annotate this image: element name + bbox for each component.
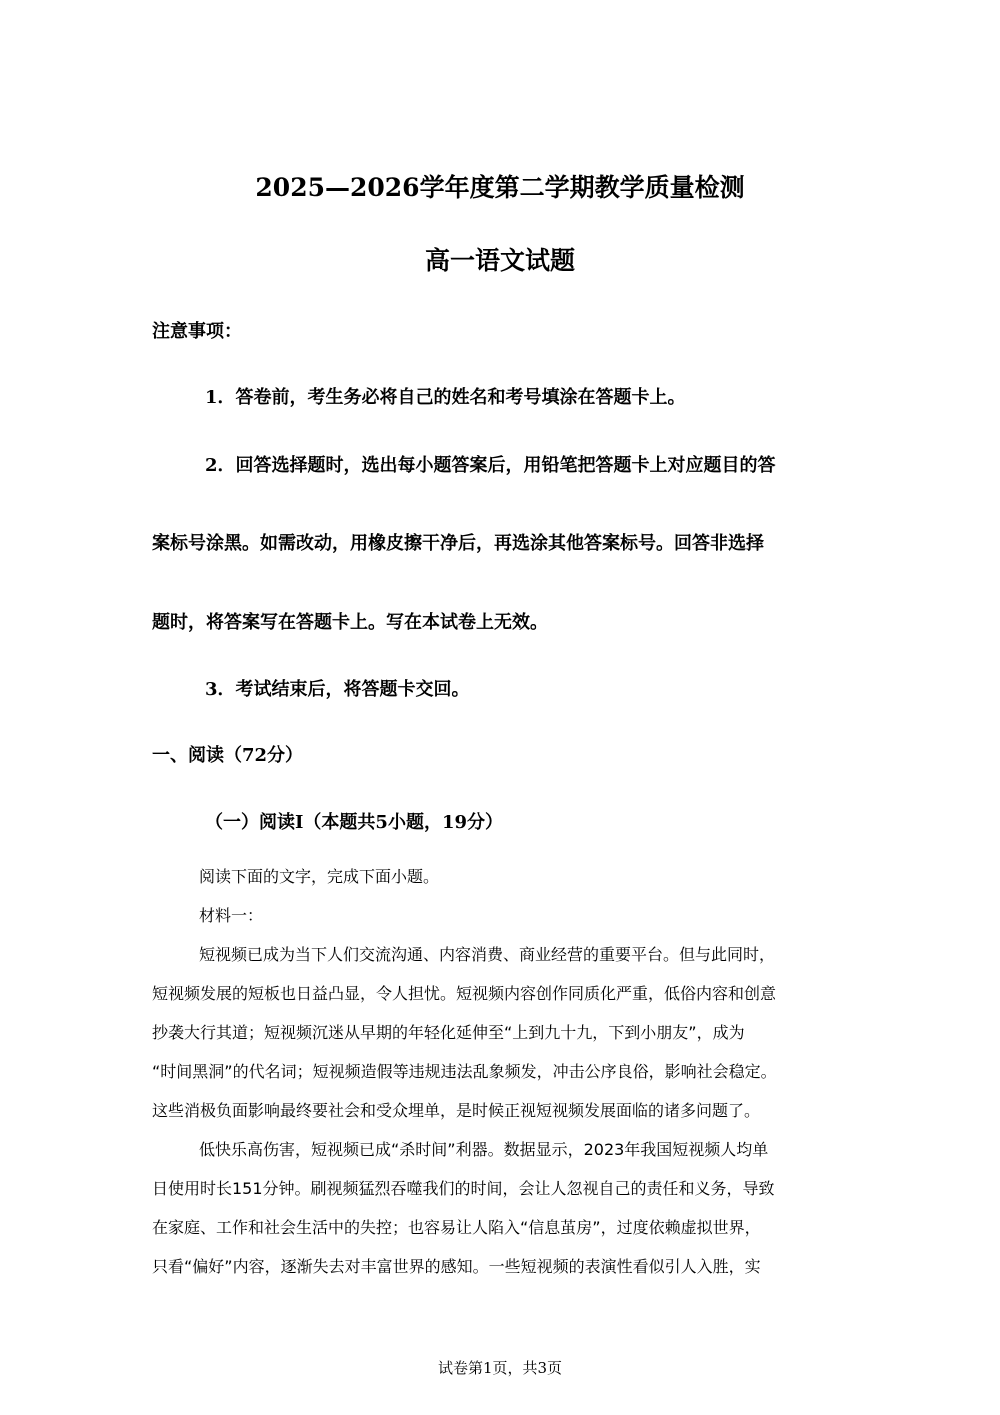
reading-instruction: 阅读下面的文字，完成下面小题。 [199,867,440,886]
passage-line: 这些消极负面影响最终要社会和受众埋单，是时候正视短视频发展面临的诸多问题了。 [152,1101,761,1120]
notice-item-2-line-1: 2．回答选择题时，选出每小题答案后，用铅笔把答题卡上对应题目的答 [205,455,776,476]
exam-subject-title: 高一语文试题 [424,246,575,275]
passage-line: “时间黑洞”的代名词；短视频造假等违规违法乱象频发，冲击公序良俗，影响社会稳定。 [152,1062,777,1081]
passage-line: 只看“偏好”内容，逐渐失去对丰富世界的感知。一些短视频的表演性看似引人入胜，实 [152,1257,761,1276]
notice-item-2-line-3: 题时，将答案写在答题卡上。写在本试卷上无效。 [152,612,548,633]
notice-heading: 注意事项： [152,321,242,342]
exam-title: 2025—2026学年度第二学期教学质量检测 [255,173,745,202]
sub-section-heading: （一）阅读I（本题共5小题，19分） [205,812,503,833]
notice-item-3: 3．考试结束后，将答题卡交回。 [205,679,470,700]
passage-line: 在家庭、工作和社会生活中的失控；也容易让人陷入“信息茧房”，过度依赖虚拟世界， [152,1218,761,1237]
notice-item-2-line-2: 案标号涂黑。如需改动，用橡皮擦干净后，再选涂其他答案标号。回答非选择 [152,533,764,554]
passage-line: 抄袭大行其道；短视频沉迷从早期的年轻化延伸至“上到九十九，下到小朋友”，成为 [152,1023,745,1042]
passage-line: 日使用时长151分钟。刷视频猛烈吞噬我们的时间，会让人忽视自己的责任和义务，导致 [152,1179,775,1198]
passage-line: 短视频发展的短板也日益凸显，令人担忧。短视频内容创作同质化严重，低俗内容和创意 [152,984,777,1003]
notice-item-1: 1．答卷前，考生务必将自己的姓名和考号填涂在答题卡上。 [205,387,686,408]
section-heading: 一、阅读（72分） [152,745,304,766]
page-number-footer: 试卷第1页，共3页 [437,1359,563,1377]
passage-line: 低快乐高伤害，短视频已成“杀时间”利器。数据显示，2023年我国短视频人均单 [199,1140,769,1159]
passage-line: 短视频已成为当下人们交流沟通、内容消费、商业经营的重要平台。但与此同时， [199,945,776,964]
material-label: 材料一： [199,906,264,925]
